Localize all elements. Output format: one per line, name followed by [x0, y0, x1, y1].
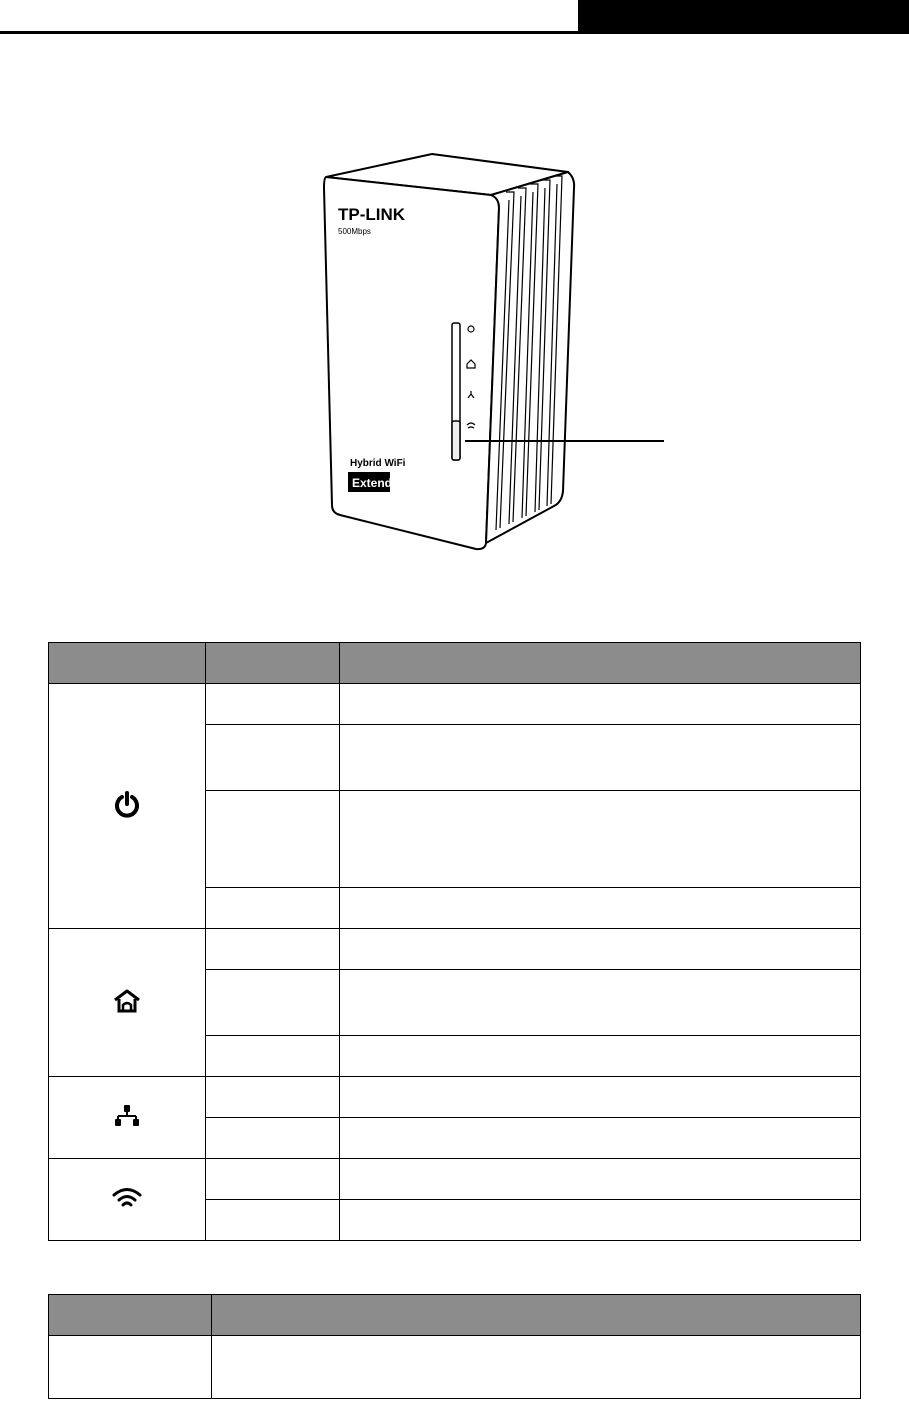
table-cell	[340, 970, 861, 1036]
table-cell	[206, 1118, 340, 1159]
led-header-cell	[206, 643, 340, 684]
table-cell	[206, 684, 340, 725]
table-cell	[212, 1336, 861, 1399]
wifi-icon	[111, 1187, 143, 1209]
led-header-cell	[49, 643, 206, 684]
table-cell	[340, 1036, 861, 1077]
table-cell	[340, 1118, 861, 1159]
table-row	[49, 684, 861, 725]
table-row	[49, 1077, 861, 1118]
ethernet-led-cell	[49, 1077, 206, 1159]
table-cell	[206, 970, 340, 1036]
ethernet-icon	[112, 1104, 142, 1128]
power-led-cell	[49, 684, 206, 929]
table-cell	[49, 1336, 212, 1399]
table-row	[49, 929, 861, 970]
device-speed-text: 500Mbps	[338, 227, 371, 236]
table-cell	[340, 1159, 861, 1200]
powerline-led-cell	[49, 929, 206, 1077]
powerline-icon	[112, 988, 142, 1014]
table-cell	[206, 1200, 340, 1241]
table-cell	[206, 791, 340, 888]
table-cell	[206, 929, 340, 970]
button-header-cell	[49, 1295, 212, 1336]
table-cell	[340, 684, 861, 725]
table-cell	[206, 725, 340, 791]
table-row	[49, 1159, 861, 1200]
button-table-header	[49, 1295, 861, 1336]
table-cell	[340, 725, 861, 791]
table-cell	[206, 1077, 340, 1118]
device-badge-line2: Extender	[352, 476, 404, 490]
device-badge-line1: Hybrid WiFi	[350, 458, 406, 469]
table-row	[49, 1336, 861, 1399]
device-brand-text: TP-LINK	[338, 205, 406, 224]
header-block	[578, 0, 909, 33]
wifi-led-cell	[49, 1159, 206, 1241]
led-table	[48, 642, 861, 1241]
button-table	[48, 1294, 861, 1399]
table-cell	[340, 1077, 861, 1118]
table-cell	[340, 929, 861, 970]
table-cell	[340, 888, 861, 929]
led-header-cell	[340, 643, 861, 684]
table-cell	[206, 1159, 340, 1200]
device-illustration	[300, 150, 680, 555]
button-header-cell	[212, 1295, 861, 1336]
power-icon	[114, 791, 140, 819]
led-table-header	[49, 643, 861, 684]
table-cell	[206, 1036, 340, 1077]
table-cell	[340, 791, 861, 888]
table-cell	[206, 888, 340, 929]
table-cell	[340, 1200, 861, 1241]
